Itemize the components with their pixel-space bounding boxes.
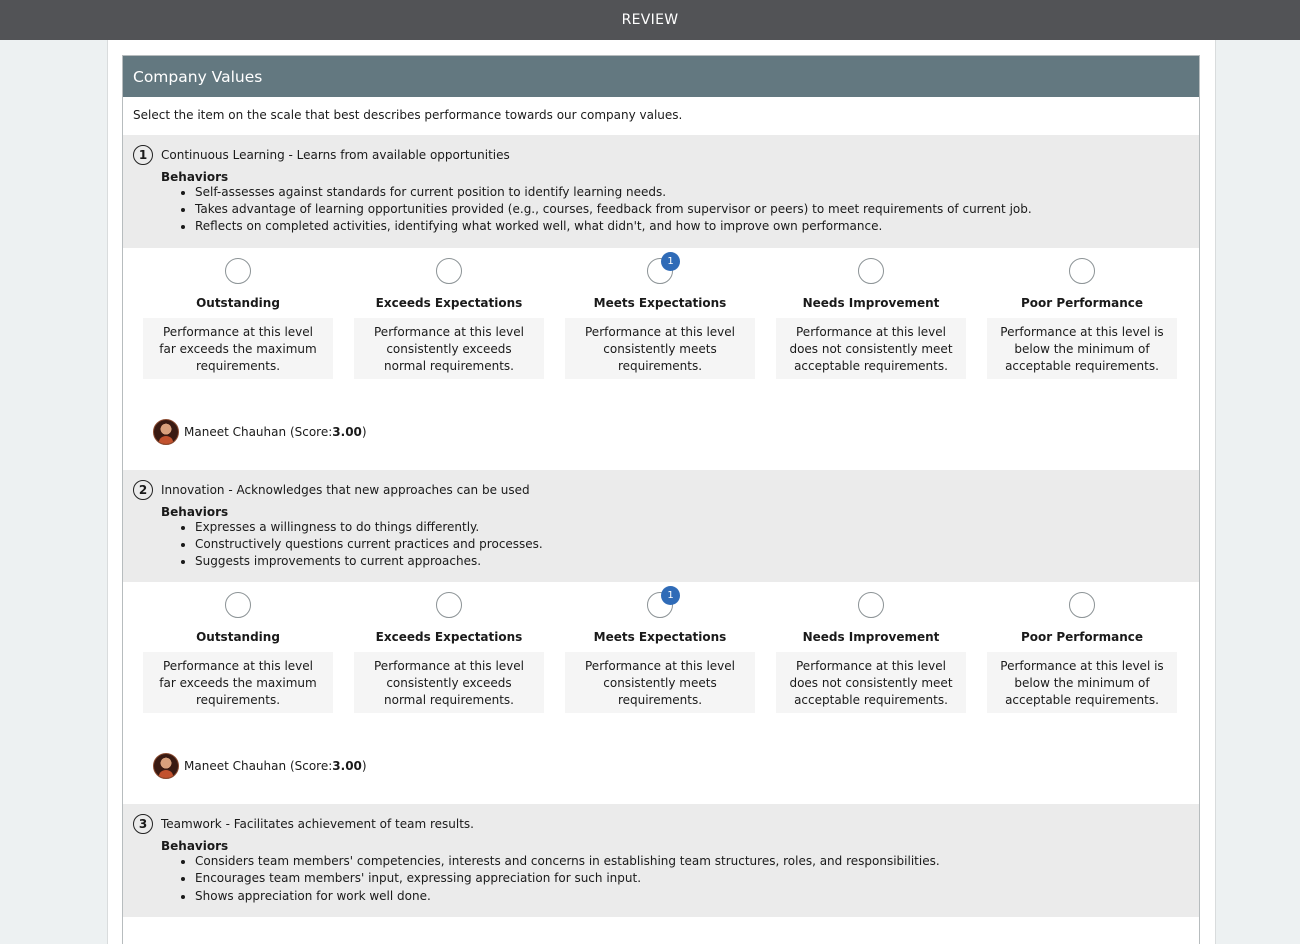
rating-option-description: Performance at this level consistently meets requirements. — [565, 318, 755, 379]
behavior-item: • Takes advantage of learning opportunities provided (e.g., courses, feedback from supervisor or peers) to meet requirements of current job. — [195, 201, 1189, 218]
rating-option-exceeds — [354, 592, 544, 713]
rating-option-label: Needs Improvement — [802, 630, 940, 645]
behavior-item: • Constructively questions current practices and processes. — [195, 536, 1189, 553]
rating-option-description: Performance at this level does not consistently meet acceptable requirements. — [776, 652, 966, 713]
rating-option-outstanding — [143, 592, 333, 713]
rater-score-prefix: (Score: — [289, 759, 333, 774]
rating-radio-poor[interactable] — [1069, 592, 1095, 618]
rating-option-exceeds — [354, 258, 544, 379]
behaviors-list — [195, 519, 1189, 571]
competency-header — [123, 135, 1199, 248]
competency-2 — [123, 470, 1199, 805]
rating-option-description: Performance at this level consistently exceeds normal requirements. — [354, 318, 544, 379]
rating-option-label: Meets Expectations — [593, 295, 727, 310]
rater-score-prefix: (Score: — [289, 424, 333, 439]
rating-option-meets — [565, 255, 755, 379]
rater-count-badge: 1 — [661, 586, 680, 605]
section-intro: Select the item on the scale that best describes performance towards our company values. — [133, 108, 683, 122]
avatar — [153, 753, 179, 779]
competency-number: 3 — [133, 814, 153, 834]
behavior-item: • Considers team members' competencies, interests and concerns in establishing team structures, roles, and responsibilities. — [195, 853, 1189, 870]
rating-option-needs-improvement — [776, 258, 966, 379]
rater-name: Maneet Chauhan — [184, 424, 287, 439]
rater-row — [123, 419, 1199, 445]
rater-name: Maneet Chauhan — [184, 759, 287, 774]
behavior-item: • Self-assesses against standards for current position to identify learning needs. — [195, 184, 1189, 201]
behavior-item: • Shows appreciation for work well done. — [195, 888, 1189, 905]
top-bar — [0, 0, 1300, 40]
competency-title: Continuous Learning - Learns from available opportunities — [161, 148, 510, 162]
rating-option-poor — [987, 258, 1177, 379]
rating-radio-exceeds[interactable] — [436, 592, 462, 618]
rating-radio-exceeds[interactable] — [436, 258, 462, 284]
rating-option-description: Performance at this level is below the minimum of acceptable requirements. — [987, 318, 1177, 379]
competency-number: 1 — [133, 145, 153, 165]
competency-number: 2 — [133, 480, 153, 500]
avatar — [153, 419, 179, 445]
rater-row — [123, 753, 1199, 779]
rater-score: 3.00 — [332, 424, 362, 439]
rating-option-description: Performance at this level far exceeds the maximum requirements. — [143, 318, 333, 379]
rating-option-description: Performance at this level is below the minimum of acceptable requirements. — [987, 652, 1177, 713]
section-title: Company Values — [123, 56, 1199, 97]
rating-option-label: Outstanding — [196, 630, 280, 645]
rater-count-badge: 1 — [661, 252, 680, 271]
behaviors-list — [195, 184, 1189, 236]
competency-title: Innovation - Acknowledges that new approaches can be used — [161, 482, 530, 497]
rating-radio-needs-improvement[interactable] — [858, 592, 884, 618]
rating-option-description: Performance at this level far exceeds the maximum requirements. — [143, 652, 333, 713]
rating-option-description: Performance at this level consistently meets requirements. — [565, 652, 755, 713]
rating-option-poor — [987, 592, 1177, 713]
rating-option-label: Poor Performance — [1020, 295, 1143, 310]
rater-score-suffix: ) — [361, 759, 367, 774]
competency-title: Teamwork - Facilitates achievement of team results. — [161, 817, 474, 832]
rating-option-needs-improvement — [776, 592, 966, 713]
competency-header — [123, 470, 1199, 583]
rating-option-description: Performance at this level consistently exceeds normal requirements. — [354, 652, 544, 713]
rating-radio-needs-improvement[interactable] — [858, 258, 884, 284]
behaviors-list — [195, 853, 1189, 905]
rating-option-meets — [565, 592, 755, 713]
behavior-item: • Suggests improvements to current approaches. — [195, 553, 1189, 570]
rating-radio-poor[interactable] — [1069, 258, 1095, 284]
page-title: REVIEW — [621, 12, 679, 28]
rating-option-label: Exceeds Expectations — [375, 295, 523, 310]
competency-1 — [123, 135, 1199, 470]
rating-scale — [123, 582, 1199, 713]
rating-option-label: Outstanding — [196, 295, 280, 310]
rating-option-description: Performance at this level does not consistently meet acceptable requirements. — [776, 318, 966, 379]
rating-option-label: Meets Expectations — [593, 630, 727, 645]
rating-option-label: Poor Performance — [1020, 630, 1143, 645]
company-values-section — [122, 55, 1200, 944]
behaviors-label: Behaviors — [161, 504, 229, 519]
competency-3 — [123, 804, 1199, 917]
behavior-item: • Encourages team members' input, expressing appreciation for such input. — [195, 870, 1189, 887]
competency-header — [123, 804, 1199, 917]
rater-score: 3.00 — [332, 759, 362, 774]
rating-option-label: Needs Improvement — [802, 295, 940, 310]
rating-option-outstanding — [143, 258, 333, 379]
behavior-item: • Expresses a willingness to do things differently. — [195, 519, 1189, 536]
rating-option-label: Exceeds Expectations — [375, 630, 523, 645]
rating-radio-outstanding[interactable] — [225, 592, 251, 618]
rating-radio-outstanding[interactable] — [225, 258, 251, 284]
behaviors-label: Behaviors — [161, 839, 229, 854]
rater-score-suffix: ) — [361, 424, 367, 439]
behaviors-label: Behaviors — [161, 170, 229, 184]
rating-scale — [123, 248, 1199, 379]
behavior-item: • Reflects on completed activities, identifying what worked well, what didn't, and how to improve own performance. — [195, 218, 1189, 235]
